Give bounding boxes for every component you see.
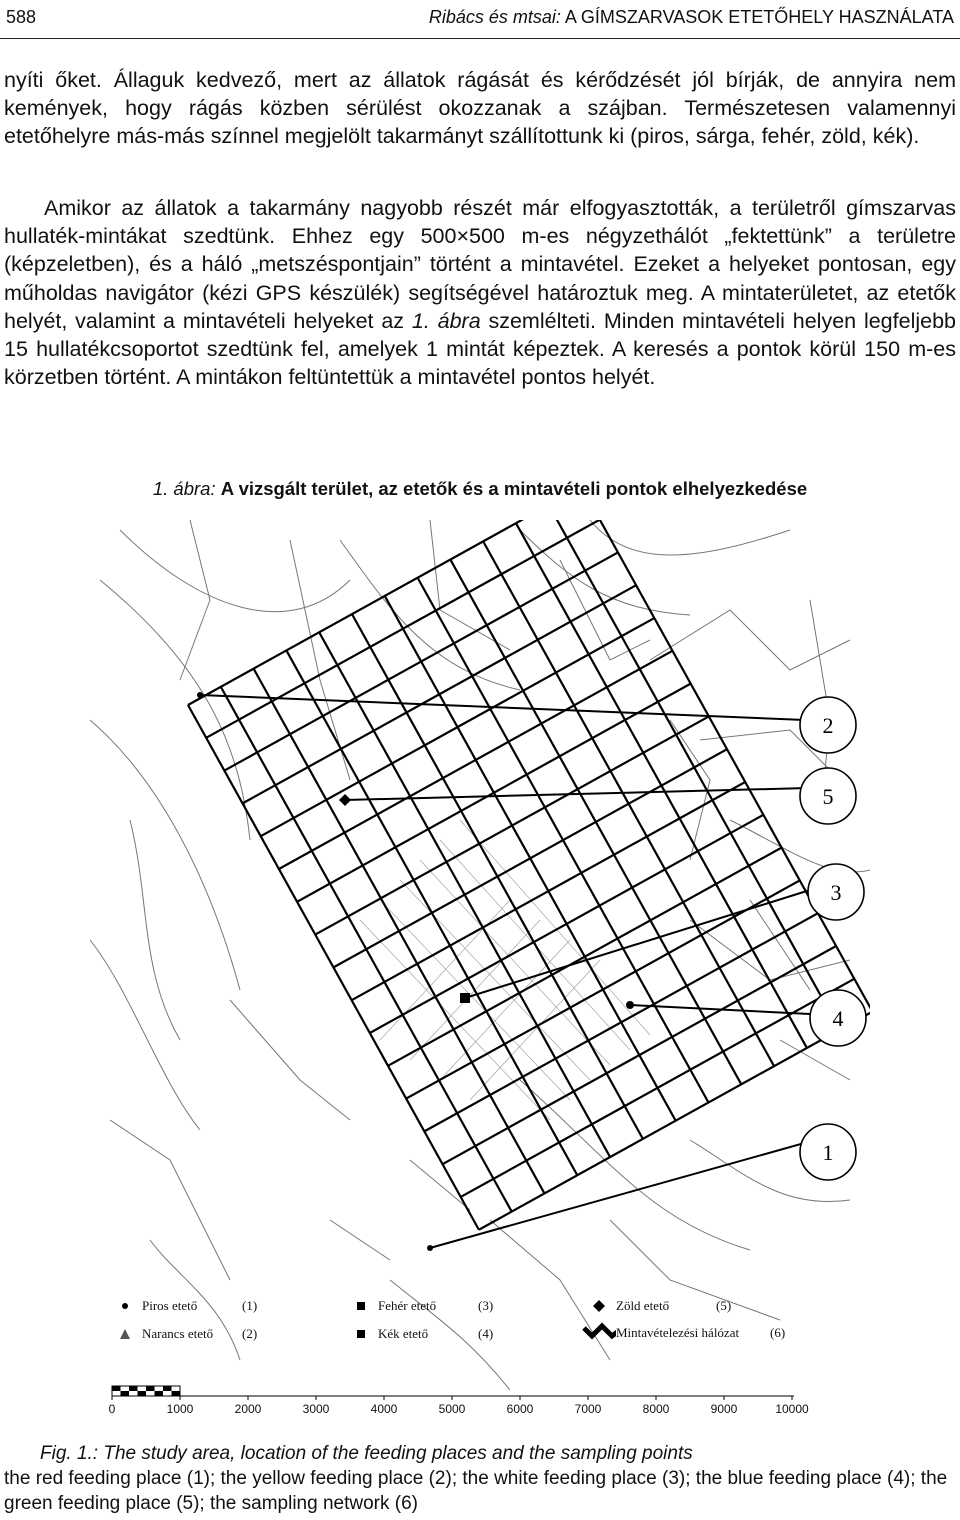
legend-item — [108, 1298, 282, 1314]
callout-label-5: 5 — [822, 784, 834, 809]
figure-caption-hungarian — [0, 478, 960, 500]
page-number: 588 — [6, 7, 37, 27]
feeder-5-marker — [339, 794, 351, 806]
callout-label-3: 3 — [830, 880, 842, 905]
sampling-grid — [188, 520, 870, 1230]
square-icon — [344, 1301, 378, 1311]
legend-label: Zöld etető — [616, 1298, 670, 1313]
running-title — [429, 6, 954, 28]
square-icon — [344, 1329, 378, 1339]
scale-tick: 9000 — [710, 1402, 738, 1416]
feeder-1-marker — [427, 1245, 433, 1251]
legend-item — [582, 1298, 756, 1314]
legend-item — [108, 1326, 282, 1342]
legend-item — [344, 1326, 518, 1342]
diamond-icon — [582, 1300, 616, 1312]
paragraph-1: nyíti őket. Állaguk kedvező, mert az állatok rágását és kérődzését jól bírják, de annyira nem kemények, hogy rágás közben sérülést okozzanak a szájban. Természetesen valamennyi etetőhelyre más-más színnel megjelölt takarmányt szállítottunk ki (piros, sárga, fehér, zöld, kék). — [4, 68, 956, 149]
legend-number: (1) — [242, 1298, 258, 1313]
running-authors: Ribács és mtsai: — [428, 7, 561, 27]
running-article-title: A GÍMSZARVASOK ETETŐHELY HASZNÁLATA — [564, 7, 954, 27]
scale-tick: 8000 — [642, 1402, 670, 1416]
header-rule — [0, 38, 960, 39]
scale-tick: 3000 — [302, 1402, 330, 1416]
legend-number: (4) — [478, 1326, 494, 1341]
legend-number: (3) — [478, 1298, 494, 1313]
paragraph-2-part-a: Amikor az állatok a takarmány nagyobb részét már elfogyasztották, a területről gímszarvas hullaték-mintákat szedtünk. Ehhez egy 500×500 m-es négyzethálót „fektettünk” a területre (képzeletben), és a háló „metszéspontjain” történt a mintavétel. Ezeket a helyeket pontosan, egy műholdas navigátor (kézi GPS készülék) segítségével határoztuk meg. A mintaterületet, az etetők helyét, valamint a mintavételi helyeket az — [4, 196, 956, 333]
legend-item — [582, 1322, 810, 1344]
feeder-4-marker — [626, 1001, 634, 1009]
scale-tick: 10000 — [775, 1402, 809, 1416]
english-caption-body: the red feeding place (1); the yellow feeding place (2); the white feeding place (3); the blue feeding place (4); the green feeding place (5); the sampling network (6) — [4, 1468, 948, 1514]
scale-tick: 6000 — [506, 1402, 534, 1416]
scale-tick: 0 — [108, 1402, 116, 1416]
scale-tick: 4000 — [370, 1402, 398, 1416]
legend-label: Piros etető — [142, 1298, 198, 1313]
study-area-map — [90, 520, 870, 1400]
legend-label: Kék etető — [378, 1326, 429, 1341]
callout-label-4: 4 — [832, 1006, 844, 1031]
feeding-place-markers — [197, 692, 634, 1251]
legend-label: Fehér etető — [378, 1298, 437, 1313]
feeder-3-marker — [460, 993, 470, 1003]
feeder-2-marker — [197, 692, 203, 698]
figure-reference: 1. ábra — [411, 308, 481, 333]
legend-number: (5) — [716, 1298, 732, 1313]
scale-tick: 5000 — [438, 1402, 466, 1416]
circle-dot-icon — [108, 1301, 142, 1311]
scale-tick: 2000 — [234, 1402, 262, 1416]
legend-label: Mintavételezési hálózat — [616, 1325, 740, 1340]
callout-label-2: 2 — [822, 713, 834, 738]
legend-number: (2) — [242, 1326, 258, 1341]
paragraph-2 — [4, 194, 956, 391]
road-network — [90, 520, 870, 1390]
scale-bar — [108, 1380, 808, 1420]
grid-symbol-icon — [582, 1322, 616, 1344]
paragraph-2-part-b: szemlélteti. Minden mintavételi helyen legfeljebb 15 hullatékcsoportot szedtünk fel, amelyek 1 mintát képeztek. A keresés a pontok körül 150 m-es körzetben történt. A mintákon feltüntettük a mintavétel pontos helyét. — [4, 308, 956, 390]
figure-caption-label: 1. ábra: — [152, 478, 216, 499]
feeder-pointer-lines — [200, 695, 810, 1248]
scale-bar-graphic — [108, 1380, 808, 1402]
figure-caption-english — [4, 1441, 956, 1516]
legend-item — [344, 1298, 518, 1314]
english-caption-title: Fig. 1.: The study area, location of the feeding places and the sampling points — [40, 1443, 693, 1464]
running-header — [6, 6, 954, 30]
scale-tick: 1000 — [166, 1402, 194, 1416]
figure-caption-title: A vizsgált terület, az etetők és a mintavételi pontok elhelyezkedése — [220, 478, 808, 499]
triangle-icon — [108, 1329, 142, 1339]
map-legend — [108, 1292, 828, 1352]
legend-label: Narancs etető — [142, 1326, 214, 1341]
callout-label-1: 1 — [822, 1140, 834, 1165]
legend-number: (6) — [770, 1325, 786, 1340]
scale-tick: 7000 — [574, 1402, 602, 1416]
